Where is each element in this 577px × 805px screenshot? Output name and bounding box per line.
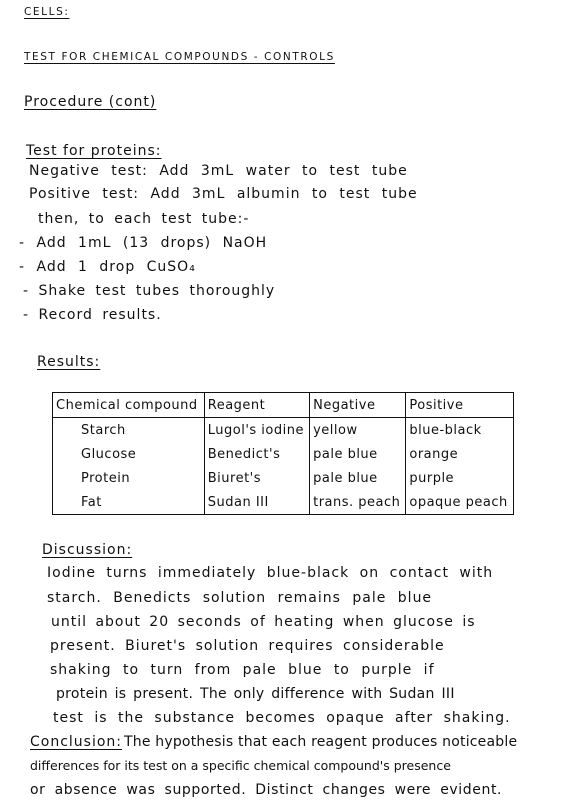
conclusion-line: differences for its test on a specific chemical compound's presence	[30, 758, 451, 773]
cell-negative: trans. peach	[310, 490, 406, 515]
table-row	[53, 418, 514, 443]
cell-positive: blue-black	[406, 418, 514, 443]
table-row	[53, 466, 514, 490]
cell-negative: yellow	[310, 418, 406, 443]
discussion-line: starch. Benedicts solution remains pale blue	[47, 590, 433, 606]
conclusion-heading: Conclusion:	[30, 734, 123, 750]
column-header: Chemical compound	[53, 393, 205, 418]
conclusion-line: The hypothesis that each reagent produces noticeable	[124, 734, 518, 750]
proteins-heading: Test for proteins:	[26, 143, 162, 159]
cell-reagent: Benedict's	[204, 442, 309, 466]
cell-positive: opaque peach	[406, 490, 514, 515]
cell-reagent: Sudan III	[204, 490, 309, 515]
discussion-line: until about 20 seconds of heating when glucose is	[51, 614, 476, 630]
discussion-line: test is the substance becomes opaque after shaking.	[53, 710, 511, 726]
procedure-heading: Procedure (cont)	[24, 94, 157, 110]
conclusion-line: or absence was supported. Distinct changes were evident.	[30, 782, 503, 798]
cell-positive: orange	[406, 442, 514, 466]
cell-compound: Glucose	[53, 442, 205, 466]
cell-positive: purple	[406, 466, 514, 490]
page-title: TEST FOR CHEMICAL COMPOUNDS - CONTROLS	[24, 51, 335, 63]
discussion-line: shaking to turn from pale blue to purple if	[50, 662, 435, 678]
table-row	[53, 490, 514, 515]
cell-compound: Fat	[53, 490, 205, 515]
column-header: Reagent	[204, 393, 309, 418]
discussion-heading: Discussion:	[42, 542, 133, 558]
table-row	[53, 442, 514, 466]
procedure-step: - Shake test tubes thoroughly	[23, 283, 276, 299]
procedure-step: - Add 1 drop CuSO₄	[19, 259, 196, 275]
cell-reagent: Biuret's	[204, 466, 309, 490]
column-header: Negative	[310, 393, 406, 418]
results-heading: Results:	[37, 354, 101, 370]
subject-label: CELLS:	[24, 6, 70, 18]
procedure-line: Negative test: Add 3mL water to test tube	[29, 163, 408, 179]
procedure-step: - Record results.	[23, 307, 162, 323]
results-table	[52, 392, 514, 515]
column-header: Positive	[406, 393, 514, 418]
cell-reagent: Lugol's iodine	[204, 418, 309, 443]
procedure-line: then, to each test tube:-	[38, 211, 250, 227]
table-header-row	[53, 393, 514, 418]
cell-negative: pale blue	[310, 442, 406, 466]
procedure-step: - Add 1mL (13 drops) NaOH	[19, 235, 268, 251]
discussion-line: protein is present. The only difference with Sudan III	[56, 686, 455, 702]
discussion-line: Iodine turns immediately blue-black on contact with	[47, 565, 494, 581]
discussion-line: present. Biuret's solution requires considerable	[50, 638, 445, 654]
procedure-line: Positive test: Add 3mL albumin to test tube	[29, 186, 418, 202]
cell-compound: Starch	[53, 418, 205, 443]
cell-negative: pale blue	[310, 466, 406, 490]
cell-compound: Protein	[53, 466, 205, 490]
